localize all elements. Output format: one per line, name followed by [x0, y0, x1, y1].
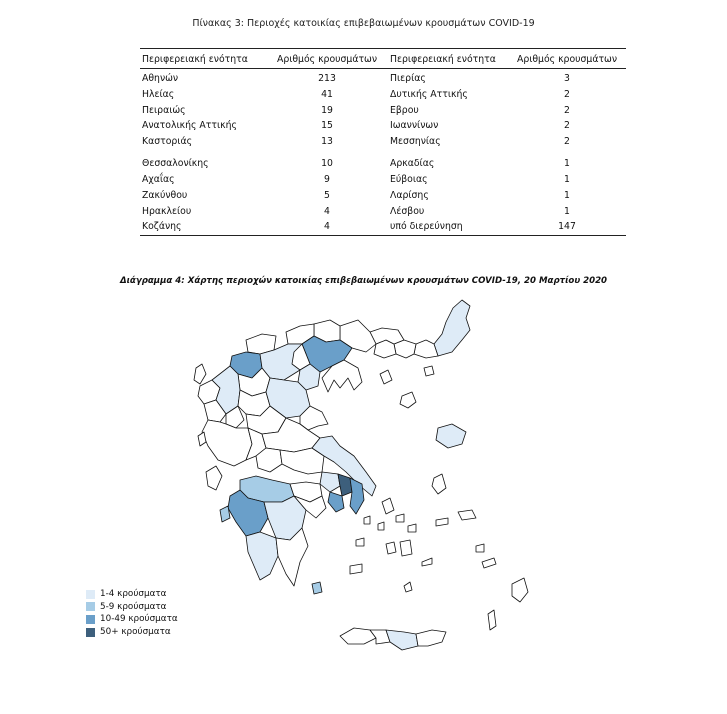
region-ikaria: [436, 518, 448, 526]
cases-cell: 1: [564, 158, 570, 170]
region-rodopi: [414, 340, 438, 358]
legend-label: 5-9 κρούσματα: [100, 601, 167, 612]
legend-swatch-5-9: [86, 602, 95, 611]
region-serifos: [356, 538, 364, 546]
table-row: [140, 204, 626, 220]
region-milos: [350, 564, 362, 574]
region-amorgos: [422, 558, 432, 566]
legend-swatch-10-49: [86, 615, 95, 624]
region-cell: Ανατολικής Αττικής: [142, 120, 237, 132]
cases-cell: 213: [318, 73, 336, 84]
table-row: [140, 219, 626, 235]
region-limnos: [400, 392, 416, 408]
cases-cell: 10: [321, 158, 333, 170]
table-row: [140, 172, 626, 188]
region-cell: Πειραιώς: [142, 104, 186, 116]
region-west-attica: [320, 472, 340, 492]
region-cell: Μεσσηνίας: [390, 136, 441, 148]
legend-label: 1-4 κρούσματα: [100, 589, 167, 600]
greece-choropleth-map: [190, 296, 530, 666]
region-samothraki: [424, 366, 434, 376]
region-cell: Πιερίας: [390, 73, 426, 84]
region-samos: [458, 510, 476, 520]
region-tinos: [396, 514, 404, 522]
region-syros: [378, 522, 384, 530]
cases-cell: 9: [324, 173, 330, 185]
region-mykonos: [408, 524, 416, 532]
table-row: [140, 188, 626, 204]
cases-cell: 13: [321, 136, 333, 148]
table-row: [140, 150, 626, 172]
legend-label: 10-49 κρούσματα: [100, 614, 178, 625]
table-row: [140, 134, 626, 150]
cases-cell: 1: [564, 189, 570, 201]
legend-item: [86, 601, 178, 614]
legend-item: [86, 588, 178, 601]
region-heraklion: [386, 630, 418, 650]
region-naxos: [400, 540, 412, 556]
region-kos: [482, 558, 496, 568]
region-evros: [434, 300, 470, 356]
region-cell: Ιωαννίνων: [390, 120, 439, 132]
cases-cell: 5: [324, 189, 330, 201]
region-kalymnos: [476, 544, 484, 552]
region-kerkyra: [194, 364, 206, 384]
cases-cell: 2: [564, 120, 570, 132]
cases-cell: 1: [564, 205, 570, 217]
legend-swatch-1-4: [86, 590, 95, 599]
region-cell: Αθηνών: [142, 73, 179, 84]
region-rhodes: [512, 578, 528, 602]
region-cell: Λέσβου: [390, 205, 425, 217]
region-karpathos: [488, 610, 496, 630]
header-cases-1: Αριθμός κρουσμάτων: [276, 53, 378, 65]
cases-cell: 147: [558, 221, 576, 233]
cases-table: [140, 48, 626, 236]
region-thasos: [380, 370, 392, 384]
map-legend: [86, 588, 178, 638]
region-cell: Εύβοιας: [390, 173, 428, 185]
region-chios: [432, 474, 446, 494]
region-cell: Καστοριάς: [142, 136, 193, 148]
region-cell: υπό διερεύνηση: [390, 221, 463, 233]
cases-cell: 3: [564, 73, 570, 84]
region-cell: Θεσσαλονίκης: [142, 158, 209, 170]
region-kythira: [312, 582, 322, 594]
table-row: [140, 103, 626, 119]
region-paros: [386, 542, 396, 554]
region-athens: [338, 474, 352, 496]
region-cell: Κοζάνης: [142, 221, 182, 233]
region-cell: Δυτικής Αττικής: [390, 88, 468, 100]
cases-cell: 2: [564, 136, 570, 148]
cases-cell: 4: [324, 205, 330, 217]
cases-cell: 19: [321, 104, 333, 116]
region-cell: Αρκαδίας: [390, 158, 435, 170]
region-cell: Ζακύνθου: [142, 189, 188, 201]
region-lasithi: [416, 630, 446, 646]
region-lefkada: [198, 432, 206, 446]
header-region-2: Περιφερειακή ενότητα: [390, 53, 496, 65]
region-cell: Ηλείας: [142, 88, 175, 100]
region-kefalonia: [206, 466, 222, 490]
legend-item: [86, 626, 178, 639]
region-zakynthos: [220, 506, 230, 522]
table-caption: Πίνακας 3: Περιοχές κατοικίας επιβεβαιωμένων κρουσμάτων COVID-19: [192, 18, 535, 29]
cases-cell: 2: [564, 88, 570, 100]
table-row: [140, 69, 626, 87]
region-santorini: [404, 582, 412, 592]
table-row: [140, 118, 626, 134]
region-lesvos: [436, 424, 466, 448]
cases-cell: 15: [321, 120, 333, 132]
region-cell: Εβρου: [390, 104, 419, 116]
table-header-row: [140, 49, 626, 69]
cases-cell: 41: [321, 88, 333, 100]
region-kea: [364, 516, 370, 524]
region-aitoloakarnania: [202, 420, 252, 466]
region-andros: [382, 498, 394, 514]
region-cell: Αχαΐας: [142, 173, 175, 185]
region-cell: Λαρίσης: [390, 189, 429, 201]
map-title: Διάγραμμα 4: Χάρτης περιοχών κατοικίας επιβεβαιωμένων κρουσμάτων COVID-19, 20 Μαρτίου 2020: [119, 276, 608, 286]
cases-cell: 2: [564, 104, 570, 116]
legend-item: [86, 613, 178, 626]
header-region-1: Περιφερειακή ενότητα: [142, 53, 248, 65]
legend-swatch-50-plus: [86, 628, 95, 637]
legend-label: 50+ κρούσματα: [100, 627, 171, 638]
cases-cell: 4: [324, 221, 330, 233]
header-cases-2: Αριθμός κρουσμάτων: [516, 53, 618, 65]
cases-cell: 1: [564, 173, 570, 185]
region-cell: Ηρακλείου: [142, 205, 192, 217]
region-messinia: [246, 532, 278, 580]
table-row: [140, 87, 626, 103]
